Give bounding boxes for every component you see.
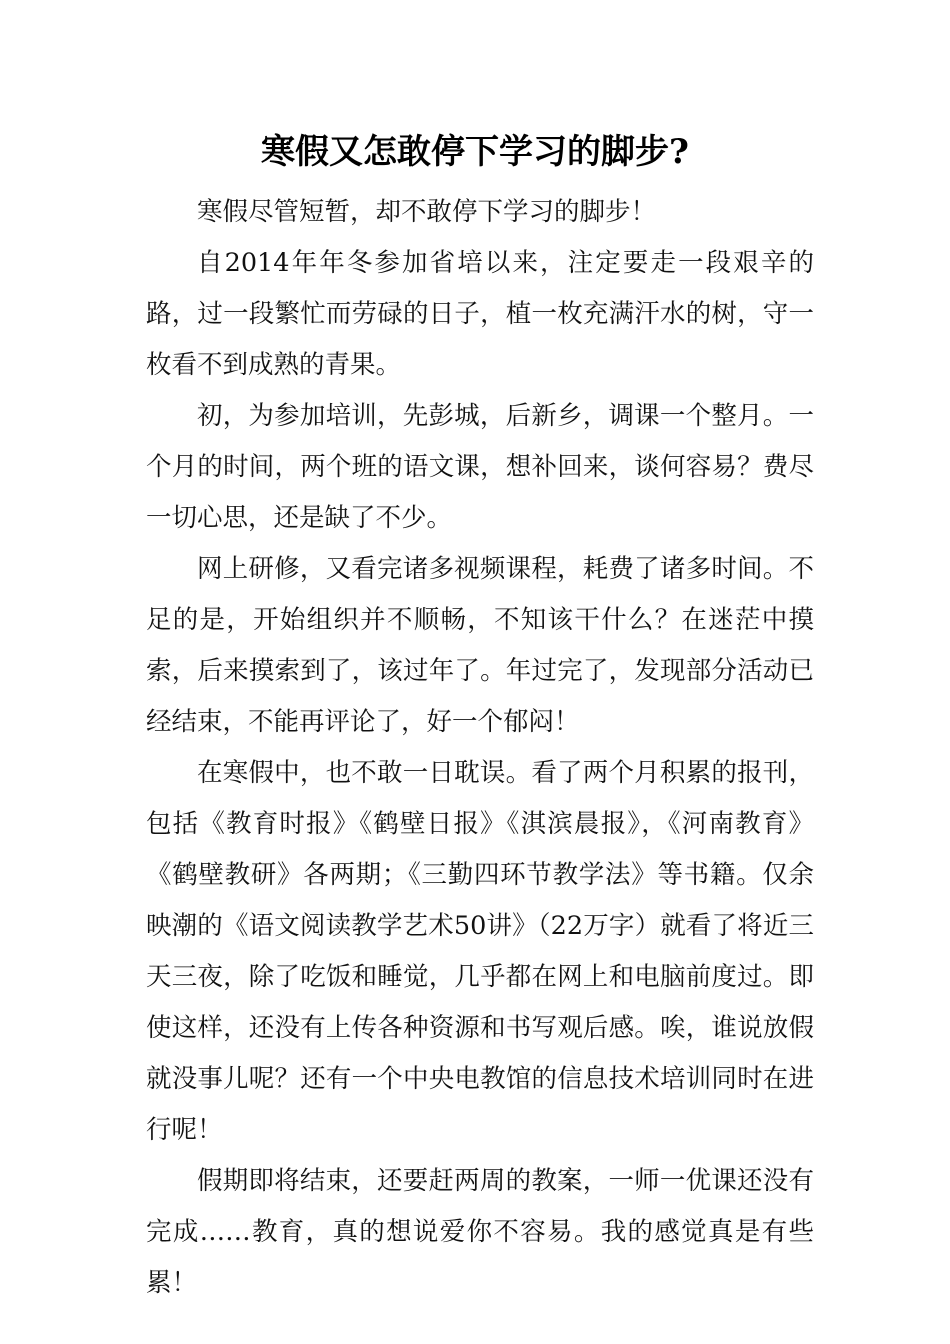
paragraph: 网上研修，又看完诸多视频课程，耗费了诸多时间。不足的是，开始组织并不顺畅，不知该干什么？在迷茫中摸索，后来摸索到了，该过年了。年过完了，发现部分活动已经结束，不能再评论了，好一个郁闷！ <box>146 554 814 737</box>
document-body <box>146 187 814 1309</box>
paragraph: 自2014年年冬参加省培以来，注定要走一段艰辛的路，过一段繁忙而劳碌的日子，植一枚充满汗水的树，守一枚看不到成熟的青果。 <box>146 248 814 380</box>
paragraph: 寒假尽管短暂，却不敢停下学习的脚步！ <box>197 197 657 227</box>
document-title: 寒假又怎敢停下学习的脚步? <box>261 132 689 172</box>
paragraph: 假期即将结束，还要赶两周的教案，一师一优课还没有完成……教育，真的想说爱你不容易。我的感觉真是有些累！ <box>146 1166 814 1298</box>
paragraph: 初，为参加培训，先彭城，后新乡，调课一个整月。一个月的时间，两个班的语文课，想补回来，谈何容易？费尽一切心思，还是缺了不少。 <box>146 401 814 533</box>
paragraph: 在寒假中，也不敢一日耽误。看了两个月积累的报刊，包括《教育时报》《鹤壁日报》《淇滨晨报》，《河南教育》《鹤壁教研》各两期；《三勤四环节教学法》等书籍。仅余映潮的《语文阅读教学艺术50讲》（22万字）就看了将近三天三夜，除了吃饭和睡觉，几乎都在网上和电脑前度过。即使这样，还没有上传各种资源和书写观后感。唉，谁说放假就没事儿呢？还有一个中央电教馆的信息技术培训同时在进行呢！ <box>146 758 814 1145</box>
